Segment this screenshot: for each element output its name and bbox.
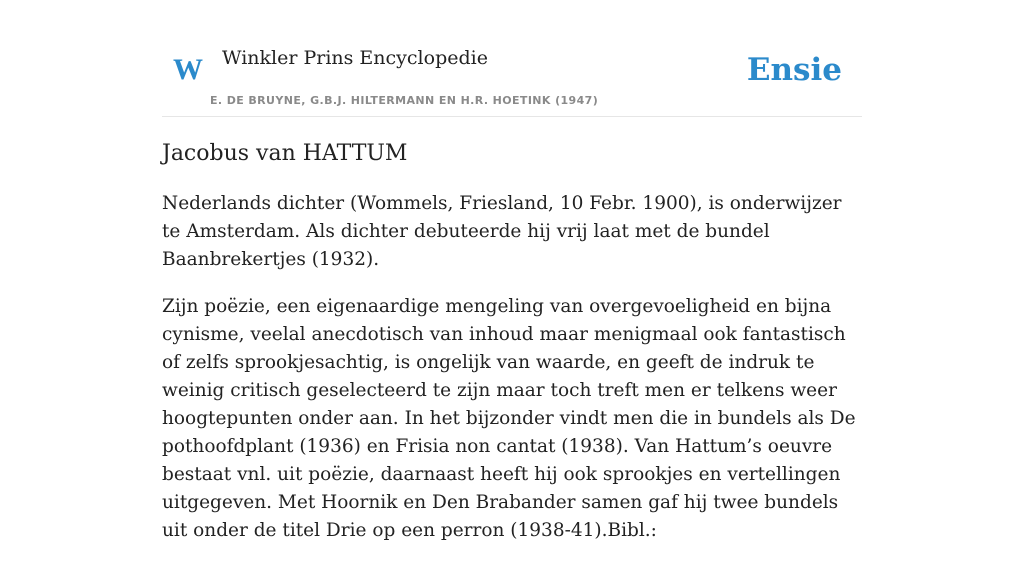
source-title[interactable]: Winkler Prins Encyclopedie bbox=[222, 47, 488, 69]
source-header bbox=[162, 0, 862, 117]
ensie-logo[interactable]: Ensie bbox=[746, 52, 842, 88]
article-paragraph: Nederlands dichter (Wommels, Friesland, 10 Febr. 1900), is onderwijzer te Amsterdam. Als dichter debuteerde hij vrij laat met de bundel Baanbrekertjes (1932). bbox=[162, 193, 842, 270]
source-authors: E. DE BRUYNE, G.B.J. HILTERMANN EN H.R. HOETINK (1947) bbox=[210, 94, 599, 107]
article bbox=[162, 138, 862, 564]
article-paragraph: Zijn poëzie, een eigenaardige mengeling van overgevoeligheid en bijna cynisme, veelal anecdotisch van inhoud maar menigmaal ook fantastisch of zelfs sprookjesachtig, is ongelijk van waarde, en geeft de indruk te weinig critisch geselecteerd te zijn maar toch treft men er telkens weer hoogtepunten onder aan. In het bijzonder vindt men die in bundels als De pothoofdplant (1936) en Frisia non cantat (1938). Van Hattum’s oeuvre bestaat vnl. uit poëzie, daarnaast heeft hij ook sprookjes en vertellingen uitgegeven. Met Hoornik en Den Brabander samen gaf hij twee bundels uit onder de titel Drie op een perron (1938-41).Bibl.: bbox=[162, 296, 856, 541]
winkler-prins-logo[interactable]: W bbox=[173, 53, 203, 86]
article-title: Jacobus van HATTUM bbox=[162, 141, 408, 166]
